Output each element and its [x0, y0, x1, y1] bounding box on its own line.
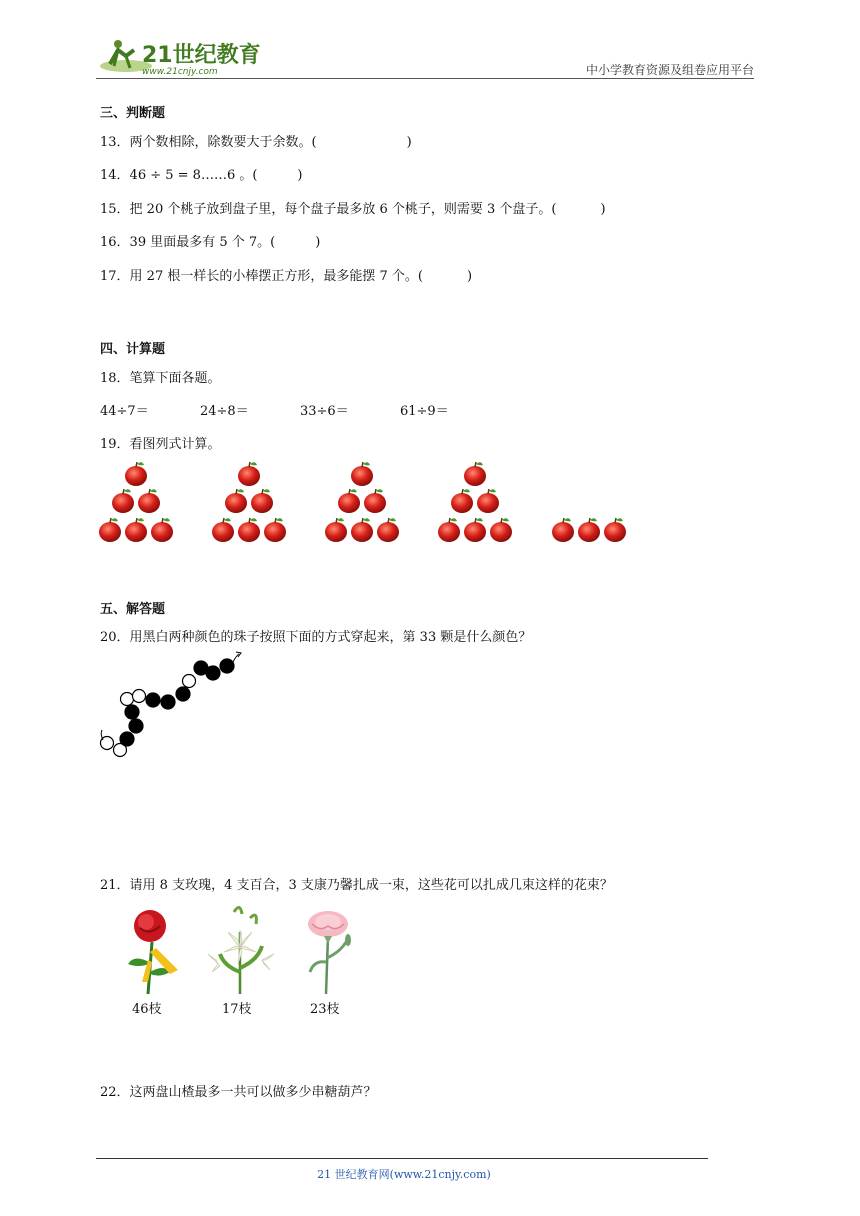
question-16: 16．39 里面最多有 5 个 7。( ): [100, 235, 321, 250]
question-13: 13．两个数相除，除数要大于余数。( ): [100, 135, 412, 150]
calc-item: 44÷7＝: [100, 404, 149, 419]
apple-row-extra: [552, 518, 626, 542]
question-20: 20．用黑白两种颜色的珠子按照下面的方式穿起来，第 33 颗是什么颜色？: [100, 630, 532, 645]
carnation-figure: [292, 902, 368, 1018]
calc-item: 33÷6＝: [300, 404, 349, 419]
question-22: 22．这两盘山楂最多一共可以做多少串糖葫芦？: [100, 1085, 377, 1100]
header-divider: [96, 78, 754, 79]
calc-item: 24÷8＝: [200, 404, 249, 419]
lily-figure: [198, 902, 282, 1018]
carnation-count: 23枝: [310, 1002, 340, 1017]
question-17: 17．用 27 根一样长的小棒摆正方形，最多能摆 7 个。( ): [100, 269, 473, 284]
svg-text:21世纪教育: 21世纪教育: [142, 43, 261, 68]
section-title-judgement: 三、判断题: [100, 106, 166, 121]
apple-pyramid-3: [325, 462, 399, 542]
beads-figure: [96, 648, 246, 760]
calc-row: [100, 400, 500, 419]
site-logo: [96, 36, 266, 80]
apples-figure: [96, 460, 636, 550]
calc-item: 61÷9＝: [400, 404, 449, 419]
header-platform-text: 中小学教育资源及组卷应用平台: [585, 63, 754, 77]
apple-pyramid-4: [438, 462, 512, 542]
question-15: 15．把 20 个桃子放到盘子里，每个盘子最多放 6 个桃子，则需要 3 个盘子。( ): [100, 202, 606, 217]
apple-pyramid-2: [212, 462, 286, 542]
lily-icon: [198, 902, 282, 996]
question-14: 14．46 ÷ 5 = 8……6 。( ): [100, 168, 303, 183]
footer-text: 21 世纪教育网(www.21cnjy.com): [317, 1168, 491, 1181]
question-18: 18．笔算下面各题。: [100, 371, 221, 386]
apple-pyramid-1: [99, 462, 173, 542]
question-21: 21．请用 8 支玫瑰，4 支百合，3 支康乃馨扎成一束，这些花可以扎成几束这样的花束？: [100, 878, 613, 893]
lily-count: 17枝: [222, 1002, 252, 1017]
section-title-calculation: 四、计算题: [100, 342, 166, 357]
rose-figure: [112, 902, 192, 1018]
footer-divider: [96, 1158, 708, 1159]
carnation-icon: [292, 902, 368, 996]
question-19: 19．看图列式计算。: [100, 437, 221, 452]
rose-count: 46枝: [132, 1002, 162, 1017]
section-title-solution: 五、解答题: [100, 602, 166, 617]
rose-icon: [112, 902, 192, 996]
svg-text:www.21cnjy.com: www.21cnjy.com: [142, 67, 218, 77]
